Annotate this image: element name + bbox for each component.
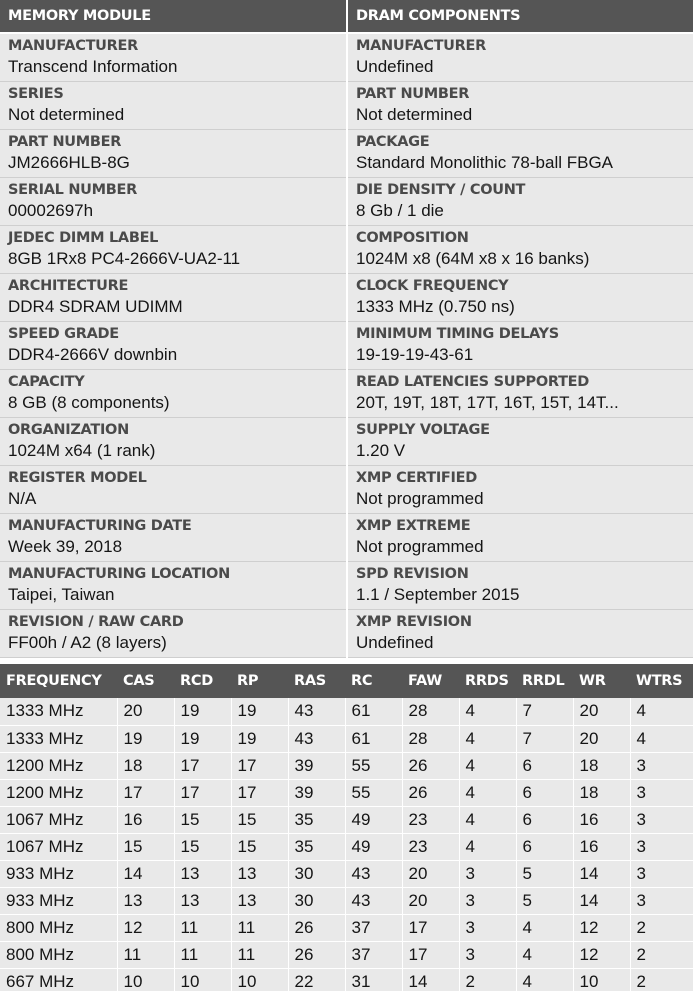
field-label: REVISION / RAW CARD [8, 614, 184, 630]
table-cell-rc: 43 [345, 860, 402, 887]
field-label: MINIMUM TIMING DELAYS [356, 326, 559, 342]
table-cell-ras: 35 [288, 806, 345, 833]
table-cell-rrdl: 6 [516, 752, 573, 779]
table-cell-rp: 13 [231, 887, 288, 914]
table-cell-wr: 12 [573, 914, 630, 941]
table-cell-rc: 55 [345, 752, 402, 779]
table-cell-frequency: 1200 MHz [0, 779, 117, 806]
table-cell-rcd: 11 [174, 941, 231, 968]
dram-field-xmp-extreme [348, 514, 693, 562]
column-header-frequency: FREQUENCY [0, 664, 117, 698]
table-cell-faw: 17 [402, 941, 459, 968]
table-cell-rrds: 4 [459, 833, 516, 860]
table-cell-rcd: 10 [174, 968, 231, 991]
memory-module-field-capacity [0, 370, 346, 418]
table-cell-rrds: 4 [459, 698, 516, 725]
field-label: PART NUMBER [356, 86, 470, 102]
field-value: DDR4 SDRAM UDIMM [8, 297, 183, 316]
field-value: Standard Monolithic 78-ball FBGA [356, 153, 614, 172]
table-cell-cas: 11 [117, 941, 174, 968]
column-header-ras: RAS [288, 664, 345, 698]
table-row [0, 806, 693, 833]
table-cell-rc: 43 [345, 887, 402, 914]
field-label: XMP CERTIFIED [356, 470, 477, 486]
table-row [0, 698, 693, 725]
table-cell-rrds: 4 [459, 752, 516, 779]
field-value: FF00h / A2 (8 layers) [8, 633, 167, 652]
table-cell-rrdl: 7 [516, 698, 573, 725]
field-label: SERIAL NUMBER [8, 182, 137, 198]
table-cell-faw: 23 [402, 833, 459, 860]
table-cell-rrds: 2 [459, 968, 516, 991]
table-cell-ras: 26 [288, 941, 345, 968]
field-label: XMP EXTREME [356, 518, 471, 534]
dram-components-fields [348, 34, 693, 658]
table-cell-rp: 17 [231, 779, 288, 806]
table-cell-faw: 26 [402, 779, 459, 806]
table-cell-wtrs: 3 [630, 833, 693, 860]
table-cell-ras: 30 [288, 887, 345, 914]
table-cell-cas: 20 [117, 698, 174, 725]
field-value: Week 39, 2018 [8, 537, 123, 556]
table-cell-rp: 19 [231, 698, 288, 725]
table-cell-frequency: 1200 MHz [0, 752, 117, 779]
table-cell-rrds: 3 [459, 887, 516, 914]
table-cell-rrdl: 6 [516, 806, 573, 833]
table-cell-ras: 35 [288, 833, 345, 860]
dram-field-spd-revision [348, 562, 693, 610]
memory-module-field-serial-number [0, 178, 346, 226]
field-label: MANUFACTURER [8, 38, 138, 54]
table-cell-rc: 55 [345, 779, 402, 806]
field-label: JEDEC DIMM LABEL [8, 230, 159, 246]
table-cell-rrdl: 5 [516, 887, 573, 914]
memory-module-field-speed-grade [0, 322, 346, 370]
table-cell-rc: 31 [345, 968, 402, 991]
field-value: 00002697h [8, 201, 94, 220]
table-cell-cas: 16 [117, 806, 174, 833]
table-cell-ras: 43 [288, 698, 345, 725]
memory-module-field-part-number [0, 130, 346, 178]
table-cell-rp: 17 [231, 752, 288, 779]
field-value: Transcend Information [8, 57, 178, 76]
dram-field-package [348, 130, 693, 178]
field-label: MANUFACTURING LOCATION [8, 566, 230, 582]
field-value: 1024M x8 (64M x8 x 16 banks) [356, 249, 590, 268]
memory-module-field-manufacturing-date [0, 514, 346, 562]
memory-module-field-revision-raw-card [0, 610, 346, 658]
timings-header-row [0, 664, 693, 698]
field-label: SERIES [8, 86, 64, 102]
field-label: SPEED GRADE [8, 326, 119, 342]
dram-field-minimum-timing-delays [348, 322, 693, 370]
field-value: DDR4-2666V downbin [8, 345, 178, 364]
table-cell-wtrs: 4 [630, 725, 693, 752]
field-label: ARCHITECTURE [8, 278, 129, 294]
table-cell-wtrs: 2 [630, 968, 693, 991]
field-value: 1.1 / September 2015 [356, 585, 520, 604]
table-row [0, 779, 693, 806]
table-cell-cas: 15 [117, 833, 174, 860]
column-header-wr: WR [573, 664, 630, 698]
table-cell-faw: 28 [402, 725, 459, 752]
table-cell-rrds: 3 [459, 914, 516, 941]
table-cell-rc: 49 [345, 806, 402, 833]
table-cell-rcd: 15 [174, 833, 231, 860]
table-cell-wtrs: 3 [630, 779, 693, 806]
memory-module-field-series [0, 82, 346, 130]
table-cell-cas: 17 [117, 779, 174, 806]
table-cell-rcd: 11 [174, 914, 231, 941]
dram-field-clock-frequency [348, 274, 693, 322]
dram-field-composition [348, 226, 693, 274]
table-cell-rp: 11 [231, 914, 288, 941]
table-cell-faw: 28 [402, 698, 459, 725]
table-cell-rc: 49 [345, 833, 402, 860]
table-cell-rp: 11 [231, 941, 288, 968]
field-value: Not determined [356, 105, 473, 124]
table-cell-rrdl: 4 [516, 968, 573, 991]
memory-module-header: MEMORY MODULE [0, 0, 346, 34]
table-cell-frequency: 1067 MHz [0, 833, 117, 860]
column-header-rcd: RCD [174, 664, 231, 698]
table-cell-faw: 20 [402, 887, 459, 914]
table-cell-frequency: 1333 MHz [0, 698, 117, 725]
table-cell-rrds: 4 [459, 806, 516, 833]
table-row [0, 752, 693, 779]
field-value: 8GB 1Rx8 PC4-2666V-UA2-11 [8, 249, 241, 268]
column-header-rp: RP [231, 664, 288, 698]
table-cell-frequency: 800 MHz [0, 941, 117, 968]
table-cell-rcd: 19 [174, 725, 231, 752]
table-cell-cas: 18 [117, 752, 174, 779]
table-cell-frequency: 1333 MHz [0, 725, 117, 752]
table-cell-ras: 22 [288, 968, 345, 991]
memory-module-field-organization [0, 418, 346, 466]
memory-module-field-manufacturing-location [0, 562, 346, 610]
table-cell-rp: 13 [231, 860, 288, 887]
field-value: 1.20 V [356, 441, 406, 460]
table-cell-cas: 14 [117, 860, 174, 887]
table-cell-rc: 61 [345, 698, 402, 725]
table-cell-rrds: 4 [459, 779, 516, 806]
table-cell-wtrs: 3 [630, 806, 693, 833]
memory-module-fields [0, 34, 346, 658]
table-cell-frequency: 933 MHz [0, 860, 117, 887]
table-cell-rc: 37 [345, 914, 402, 941]
dram-components-header: DRAM COMPONENTS [348, 0, 693, 34]
field-label: ORGANIZATION [8, 422, 129, 438]
field-label: SPD REVISION [356, 566, 469, 582]
memory-module-field-jedec-dimm-label [0, 226, 346, 274]
memory-module-field-architecture [0, 274, 346, 322]
table-row [0, 968, 693, 991]
table-cell-cas: 13 [117, 887, 174, 914]
field-label: MANUFACTURER [356, 38, 486, 54]
dram-field-xmp-certified [348, 466, 693, 514]
table-cell-wr: 16 [573, 806, 630, 833]
table-cell-faw: 23 [402, 806, 459, 833]
field-value: 1024M x64 (1 rank) [8, 441, 156, 460]
table-cell-wtrs: 4 [630, 698, 693, 725]
table-cell-frequency: 933 MHz [0, 887, 117, 914]
field-label: MANUFACTURING DATE [8, 518, 192, 534]
table-cell-wr: 20 [573, 725, 630, 752]
column-header-wtrs: WTRS [630, 664, 693, 698]
table-cell-cas: 19 [117, 725, 174, 752]
table-cell-ras: 39 [288, 752, 345, 779]
table-cell-wtrs: 3 [630, 752, 693, 779]
memory-module-section [0, 0, 346, 658]
dram-components-section [346, 0, 693, 658]
field-value: Undefined [356, 57, 434, 76]
table-cell-rp: 15 [231, 833, 288, 860]
table-row [0, 914, 693, 941]
table-cell-wr: 10 [573, 968, 630, 991]
table-cell-ras: 43 [288, 725, 345, 752]
field-value: Undefined [356, 633, 434, 652]
table-cell-frequency: 667 MHz [0, 968, 117, 991]
field-value: N/A [8, 489, 37, 508]
table-cell-rp: 19 [231, 725, 288, 752]
table-cell-rc: 37 [345, 941, 402, 968]
dram-field-part-number [348, 82, 693, 130]
table-cell-wtrs: 3 [630, 860, 693, 887]
table-row [0, 833, 693, 860]
table-cell-ras: 39 [288, 779, 345, 806]
field-value: 8 GB (8 components) [8, 393, 170, 412]
dram-field-read-latencies-supported [348, 370, 693, 418]
field-label: COMPOSITION [356, 230, 469, 246]
field-value: 1333 MHz (0.750 ns) [356, 297, 515, 316]
column-header-faw: FAW [402, 664, 459, 698]
table-cell-ras: 26 [288, 914, 345, 941]
table-cell-frequency: 1067 MHz [0, 806, 117, 833]
table-cell-rrdl: 7 [516, 725, 573, 752]
field-label: REGISTER MODEL [8, 470, 147, 486]
table-cell-cas: 10 [117, 968, 174, 991]
field-label: PACKAGE [356, 134, 430, 150]
table-cell-rrdl: 6 [516, 779, 573, 806]
table-cell-wtrs: 2 [630, 914, 693, 941]
field-value: Taipei, Taiwan [8, 585, 115, 604]
field-label: READ LATENCIES SUPPORTED [356, 374, 590, 390]
field-value: JM2666HLB-8G [8, 153, 130, 172]
table-cell-wr: 14 [573, 887, 630, 914]
table-cell-wr: 18 [573, 779, 630, 806]
table-cell-rp: 15 [231, 806, 288, 833]
table-cell-cas: 12 [117, 914, 174, 941]
table-cell-wtrs: 3 [630, 887, 693, 914]
table-row [0, 860, 693, 887]
memory-module-field-register-model [0, 466, 346, 514]
column-header-rrds: RRDS [459, 664, 516, 698]
column-header-rc: RC [345, 664, 402, 698]
table-cell-faw: 17 [402, 914, 459, 941]
table-cell-rp: 10 [231, 968, 288, 991]
table-cell-ras: 30 [288, 860, 345, 887]
table-cell-wr: 20 [573, 698, 630, 725]
table-cell-rrds: 4 [459, 725, 516, 752]
column-header-rrdl: RRDL [516, 664, 573, 698]
table-cell-rrdl: 6 [516, 833, 573, 860]
table-cell-rcd: 17 [174, 752, 231, 779]
table-row [0, 887, 693, 914]
column-header-cas: CAS [117, 664, 174, 698]
field-value: Not programmed [356, 537, 484, 556]
table-cell-rcd: 17 [174, 779, 231, 806]
table-cell-rcd: 15 [174, 806, 231, 833]
table-cell-wtrs: 2 [630, 941, 693, 968]
field-value: 20T, 19T, 18T, 17T, 16T, 15T, 14T... [356, 393, 619, 412]
table-row [0, 725, 693, 752]
dram-field-xmp-revision [348, 610, 693, 658]
table-cell-rcd: 13 [174, 887, 231, 914]
dram-field-die-density-count [348, 178, 693, 226]
timings-table [0, 664, 693, 991]
table-cell-wr: 18 [573, 752, 630, 779]
table-cell-wr: 16 [573, 833, 630, 860]
field-value: Not programmed [356, 489, 484, 508]
field-label: PART NUMBER [8, 134, 122, 150]
table-cell-rc: 61 [345, 725, 402, 752]
table-cell-wr: 14 [573, 860, 630, 887]
timings-body [0, 698, 693, 991]
table-cell-rrdl: 5 [516, 860, 573, 887]
field-value: 8 Gb / 1 die [356, 201, 444, 220]
field-label: DIE DENSITY / COUNT [356, 182, 526, 198]
dram-field-supply-voltage [348, 418, 693, 466]
dram-field-manufacturer [348, 34, 693, 82]
field-value: Not determined [8, 105, 125, 124]
table-cell-faw: 20 [402, 860, 459, 887]
table-cell-rrdl: 4 [516, 914, 573, 941]
table-cell-rrds: 3 [459, 860, 516, 887]
table-cell-rrdl: 4 [516, 941, 573, 968]
memory-module-field-manufacturer [0, 34, 346, 82]
table-cell-rcd: 19 [174, 698, 231, 725]
table-cell-rcd: 13 [174, 860, 231, 887]
field-label: CAPACITY [8, 374, 85, 390]
field-value: 19-19-19-43-61 [356, 345, 474, 364]
field-label: CLOCK FREQUENCY [356, 278, 509, 294]
table-cell-rrds: 3 [459, 941, 516, 968]
table-cell-wr: 12 [573, 941, 630, 968]
table-cell-frequency: 800 MHz [0, 914, 117, 941]
table-row [0, 941, 693, 968]
table-cell-faw: 14 [402, 968, 459, 991]
field-label: SUPPLY VOLTAGE [356, 422, 490, 438]
table-cell-faw: 26 [402, 752, 459, 779]
field-label: XMP REVISION [356, 614, 472, 630]
